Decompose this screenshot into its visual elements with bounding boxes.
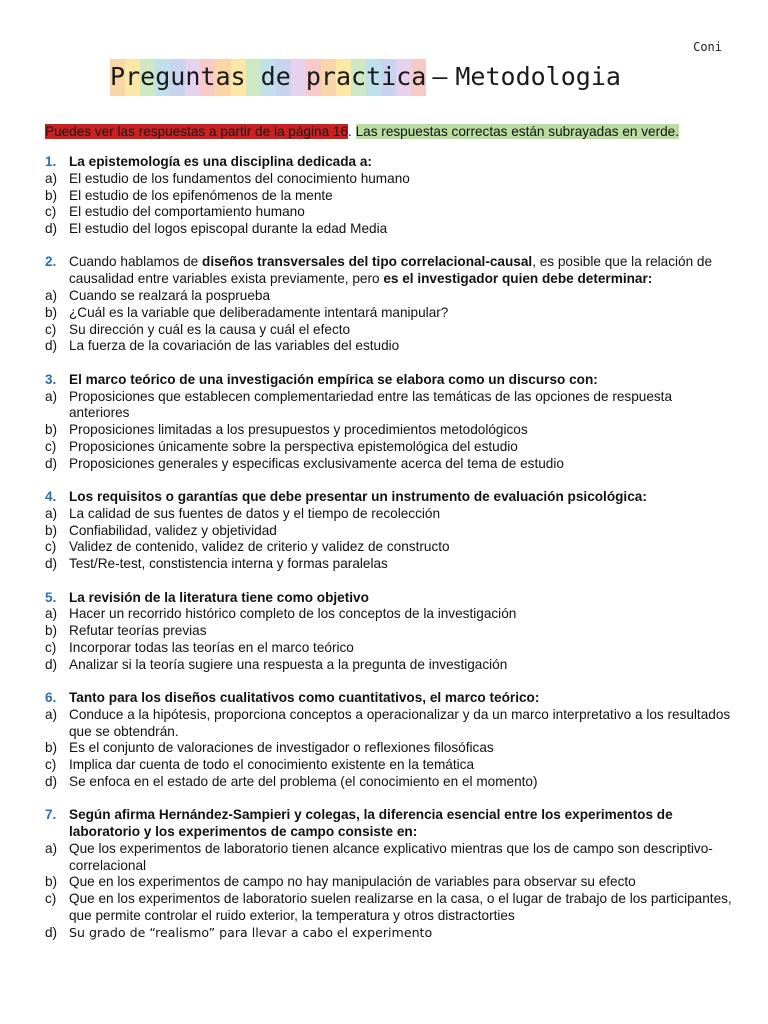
option-label: b) [45, 874, 58, 890]
option-text: El estudio de los epifenómenos de la mente [69, 187, 333, 203]
option-label: a) [45, 840, 58, 856]
title-word: Preguntas [110, 59, 246, 96]
notice-red-highlight: Puedes ver las respuestas a partir de la página 16 [45, 124, 349, 139]
question-number: 1. [45, 154, 57, 169]
question-number: 2. [45, 254, 57, 270]
notice-period: . [348, 124, 352, 139]
option-text: Proposiciones que establecen complementariedad entre las temáticas de las opciones de respuesta anteriores [69, 388, 673, 421]
option-text: Test/Re-test, constistencia interna y formas paralelas [69, 556, 388, 572]
question-5 [45, 590, 735, 674]
answer-option [45, 221, 735, 238]
stem-segment: es el investigador quien debe determinar: [383, 271, 653, 287]
answer-option [45, 288, 735, 305]
stem-segment: El marco teórico de una investigación empírica se elabora como un discurso con: [69, 371, 598, 387]
option-label: c) [45, 321, 57, 337]
answer-option [45, 891, 735, 925]
option-text: Que en los experimentos de laboratorio suelen realizarse en la casa, o el lugar de trabajo de los participantes, que permite controlar el ruido exterior, la temperatura y otros distractorties [69, 891, 732, 924]
option-label: d) [45, 338, 58, 354]
answer-option [45, 305, 735, 322]
option-label: c) [45, 757, 57, 773]
title-dash: – [432, 61, 448, 91]
notice-green-highlight: Las respuestas correctas están subrayadas en verde. [355, 124, 680, 139]
option-label: c) [45, 891, 57, 907]
question-number: 3. [45, 371, 57, 387]
option-label: b) [45, 187, 58, 203]
option-text: Analizar si la teoría sugiere una respuesta a la pregunta de investigación [69, 656, 508, 672]
question-list [45, 154, 735, 958]
option-text: Conduce a la hipótesis, proporciona conceptos a operacionalizar y da un marco interpretativo a los resultados que se obtendrán. [69, 706, 731, 739]
option-label: a) [45, 606, 58, 622]
option-label: d) [45, 774, 58, 789]
stem-segment: La revisión de la literatura tiene como objetivo [69, 589, 369, 605]
answer-option [45, 171, 735, 188]
option-label: b) [45, 304, 58, 320]
option-text: El estudio del comportamiento humano [69, 204, 305, 220]
option-label: b) [45, 522, 58, 538]
option-label: c) [45, 639, 57, 655]
option-text: ¿Cuál es la variable que deliberadamente intentará manipular? [69, 304, 449, 320]
question-stem [69, 690, 735, 707]
question-stem [69, 372, 735, 389]
option-text: Validez de contenido, validez de criterio y validez de constructo [69, 539, 450, 555]
option-label: c) [45, 539, 57, 555]
option-label: c) [45, 438, 57, 454]
answer-option [45, 640, 735, 657]
option-label: a) [45, 388, 58, 404]
option-text: La calidad de sus fuentes de datos y el tiempo de recolección [69, 505, 441, 521]
option-text: Refutar teorías previas [69, 623, 207, 639]
title-word: practica [306, 59, 427, 96]
option-text: El estudio del logos episcopal durante la edad Media [69, 221, 388, 237]
question-stem [69, 807, 735, 841]
stem-segment: diseños transversales del tipo correlacional-causal [202, 254, 533, 270]
question-6 [45, 690, 735, 791]
question-stem [69, 254, 735, 288]
option-label: d) [45, 924, 58, 940]
stem-segment: Los requisitos o garantías que debe presentar un instrumento de evaluación psicológica: [69, 489, 647, 505]
option-label: c) [45, 204, 57, 220]
option-label: b) [45, 422, 58, 438]
question-number: 6. [45, 690, 57, 706]
option-text: Hacer un recorrido histórico completo de los conceptos de la investigación [69, 606, 517, 622]
stem-segment: La epistemología es una disciplina dedicada a: [69, 154, 372, 169]
option-text: Su grado de “realismo” para llevar a cabo el experimento [69, 924, 433, 940]
question-stem [69, 154, 735, 171]
answer-option [45, 389, 735, 423]
option-label: a) [45, 706, 58, 722]
answer-option [45, 657, 735, 674]
answer-option [45, 439, 735, 456]
question-number: 4. [45, 489, 57, 505]
option-label: b) [45, 623, 58, 639]
title-subject: Metodologia [455, 61, 621, 91]
option-text: La fuerza de la covariación de las variables del estudio [69, 338, 400, 354]
option-label: a) [45, 170, 58, 186]
question-number: 5. [45, 589, 57, 605]
option-text: Proposiciones únicamente sobre la perspectiva epistemológica del estudio [69, 438, 518, 454]
option-text: El estudio de los fundamentos del conocimiento humano [69, 170, 410, 186]
answer-option [45, 539, 735, 556]
option-text: Proposiciones limitadas a los presupuestos y procedimientos metodológicos [69, 422, 528, 438]
question-stem [69, 489, 735, 506]
answer-option [45, 322, 735, 339]
option-text: Cuando se realzará la posprueba [69, 288, 271, 304]
answer-option [45, 506, 735, 523]
answer-option [45, 925, 735, 942]
option-label: d) [45, 556, 58, 572]
question-stem [69, 590, 735, 607]
question-3 [45, 372, 735, 473]
question-2 [45, 254, 735, 355]
option-text: Su dirección y cuál es la causa y cuál el efecto [69, 321, 351, 337]
question-7 [45, 807, 735, 941]
question-1 [45, 154, 735, 238]
option-label: d) [45, 455, 58, 471]
option-label: a) [45, 288, 58, 304]
option-text: Que en los experimentos de campo no hay manipulación de variables para observar su efecto [69, 874, 636, 890]
answer-option [45, 556, 735, 573]
option-text: Incorporar todas las teorías en el marco teórico [69, 639, 354, 655]
answer-option [45, 623, 735, 640]
option-label: b) [45, 740, 58, 756]
answer-notice [45, 124, 679, 139]
option-text: Confiabilidad, validez y objetividad [69, 522, 277, 538]
stem-segment: Cuando hablamos de [69, 254, 203, 270]
answer-option [45, 841, 735, 875]
option-label: a) [45, 505, 58, 521]
answer-option [45, 523, 735, 540]
stem-segment: Según afirma Hernández-Sampieri y colegas, la diferencia esencial entre los experimentos de laboratorio y los experimentos de campo consiste en: [69, 807, 673, 840]
answer-option [45, 774, 735, 791]
option-label: d) [45, 656, 58, 672]
option-text: Que los experimentos de laboratorio tienen alcance explicativo mientras que los de campo son descriptivo-correlacional [69, 840, 713, 873]
author-name: Coni [693, 40, 722, 54]
option-label: d) [45, 221, 58, 237]
answer-option [45, 422, 735, 439]
option-text: Es el conjunto de valoraciones de investigador o reflexiones filosóficas [69, 740, 494, 756]
question-number: 7. [45, 807, 57, 823]
stem-segment: Tanto para los diseños cualitativos como cuantitativos, el marco teórico: [69, 690, 540, 706]
answer-option [45, 740, 735, 757]
question-4 [45, 489, 735, 573]
answer-option [45, 606, 735, 623]
answer-option [45, 338, 735, 355]
option-text: Se enfoca en el estado de arte del problema (el conocimiento en el momento) [69, 774, 538, 789]
title-word: de [261, 59, 291, 96]
stem-segment: , es posible que la relación de causalidad entre variables exista previamente, pero [69, 254, 713, 287]
title-highlighted-words [110, 62, 426, 91]
page-title [110, 56, 621, 96]
answer-option [45, 188, 735, 205]
answer-option [45, 204, 735, 221]
option-text: Proposiciones generales y especificas exclusivamente acerca del tema de estudio [69, 455, 564, 471]
answer-option [45, 456, 735, 473]
answer-option [45, 707, 735, 741]
option-text: Implica dar cuenta de todo el conocimiento existente en la temática [69, 757, 475, 773]
answer-option [45, 757, 735, 774]
answer-option [45, 874, 735, 891]
